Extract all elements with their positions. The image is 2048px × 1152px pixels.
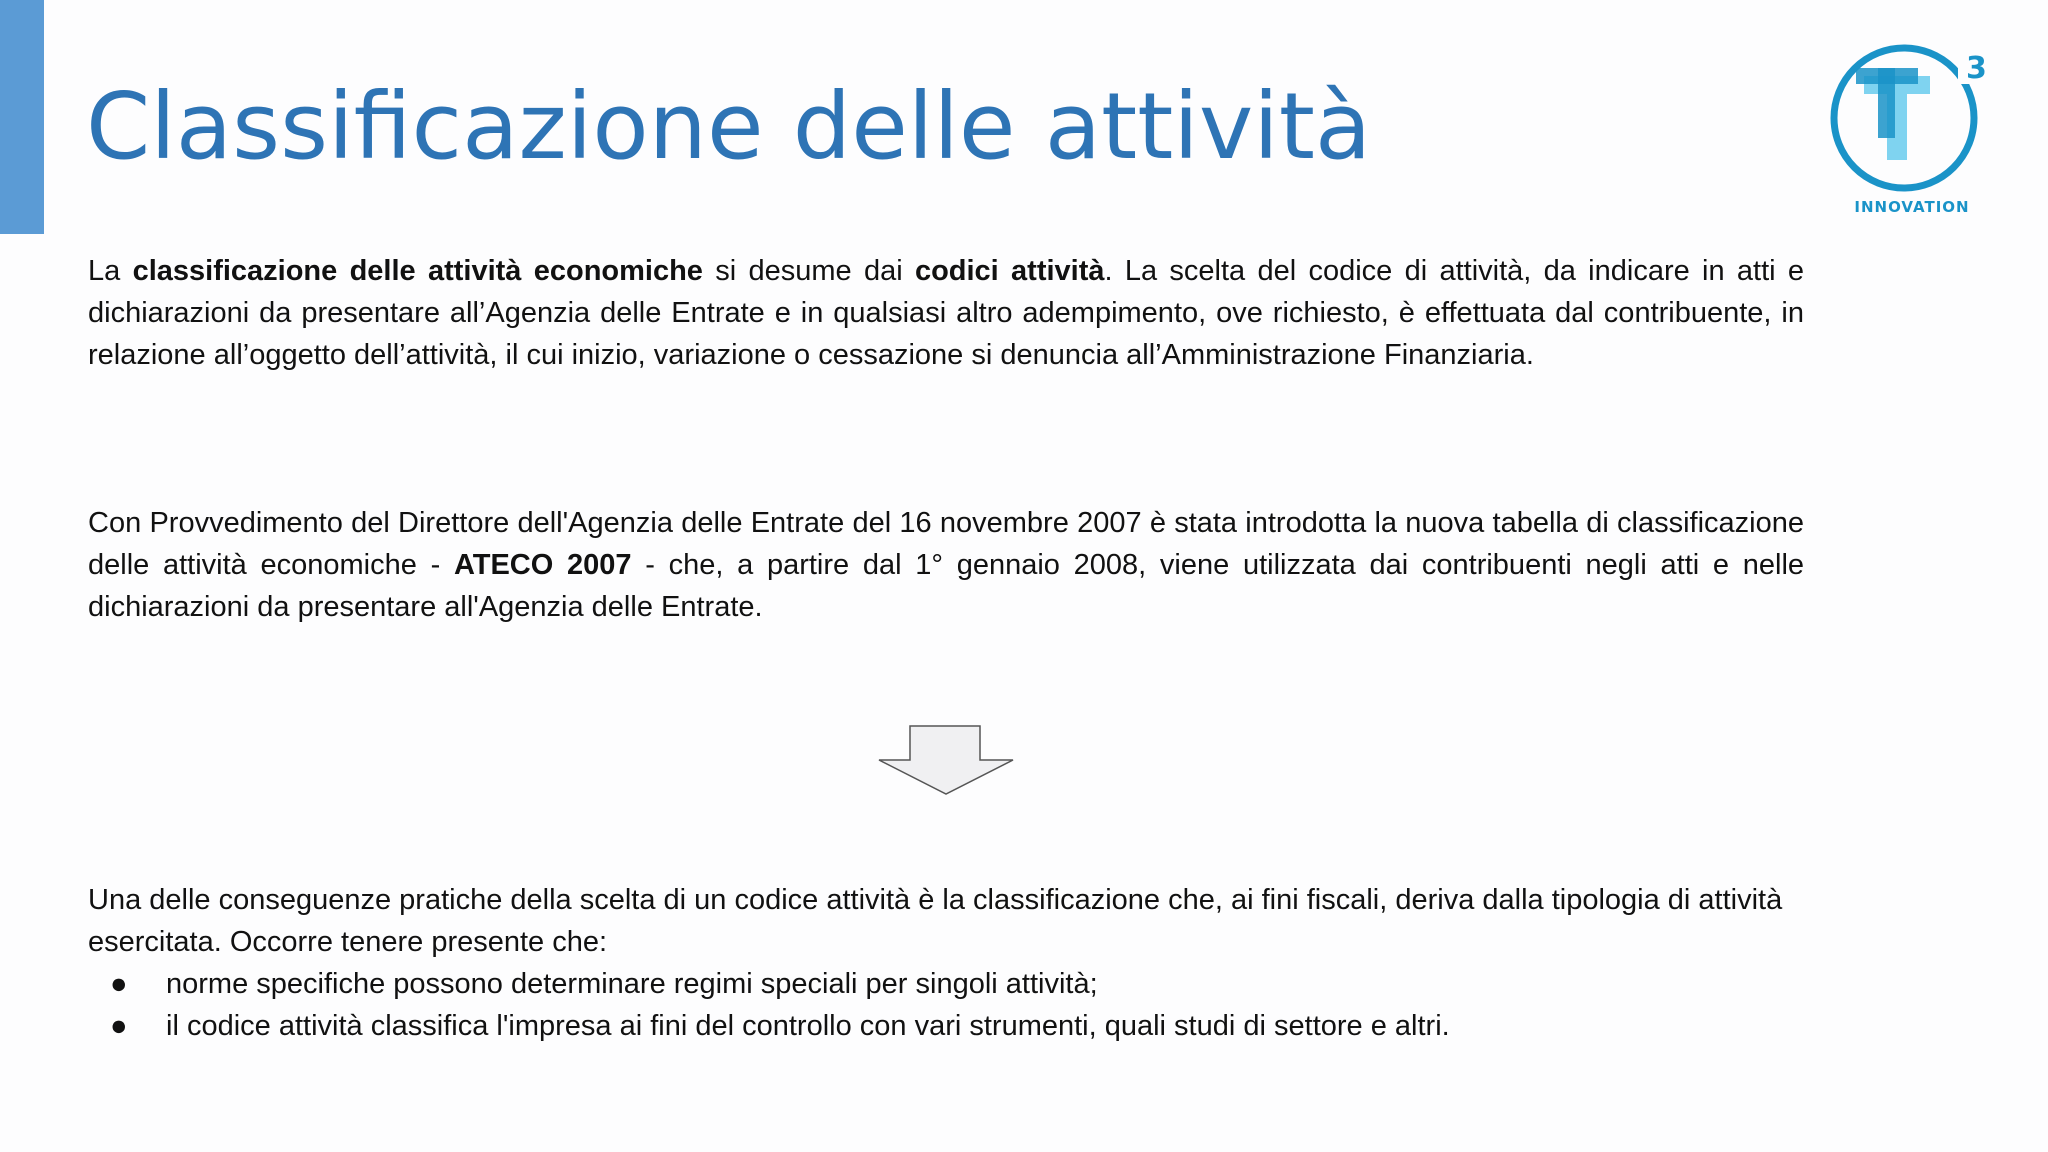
- paragraph1-text-3: . La scelta del codice di attività, da indicare in atti e dichiarazioni da presentare all’Agenzia delle Entrate e in qualsiasi altro adempimento, ove richiesto, è effettuata dal contribuente, in relazione all’oggetto dell’attività, il cui inizio, variazione o cessazione si denuncia all’Amministrazione Finanziaria.: [88, 255, 1805, 371]
- t3-innovation-logo: [1828, 32, 1996, 222]
- bullet-list: [88, 963, 1804, 1047]
- paragraph-classification-codes: [88, 250, 1804, 376]
- paragraph2-bold-1: ATECO 2007: [453, 549, 632, 581]
- paragraph-practical-consequences: Una delle conseguenze pratiche della scelta di un codice attività è la classificazione che, ai fini fiscali, deriva dalla tipologia di attività esercitata. Occorre tenere presente che:: [88, 884, 1783, 958]
- paragraph1-bold-1: classificazione delle attività economiche: [132, 255, 703, 287]
- paragraph1-text-2: si desume dai: [702, 255, 915, 287]
- logo-caption: INNOVATION: [1854, 198, 1970, 216]
- list-item: [88, 1005, 1804, 1047]
- bullet-marker: ●: [110, 1010, 128, 1042]
- bullet-text: il codice attività classifica l'impresa ai fini del controllo con vari strumenti, quali studi di settore e altri.: [166, 1010, 1450, 1042]
- paragraph2-text-1: Con Provvedimento del Direttore dell'Agenzia delle Entrate del 16 novembre 2007 è stata introdotta la nuova tabella di classificazione delle attività economiche -: [88, 507, 1804, 581]
- paragraph1-text-1: La: [88, 255, 133, 287]
- list-item: [88, 963, 1804, 1005]
- paragraph2-text-2: - che, a partire dal 1° gennaio 2008, viene utilizzata dai contribuenti negli atti e nelle dichiarazioni da presentare all'Agenzia delle Entrate.: [88, 549, 1805, 623]
- down-arrow-icon: [876, 724, 1016, 796]
- slide-title: Classificazione delle attività: [86, 73, 1372, 180]
- logo-superscript: 3: [1966, 51, 1987, 86]
- paragraph1-bold-2: codici attività: [914, 255, 1105, 287]
- accent-bar: [0, 0, 44, 234]
- paragraph-ateco-2007: [88, 502, 1804, 628]
- bullet-text: norme specifiche possono determinare regimi speciali per singoli attività;: [166, 968, 1098, 1000]
- bullet-marker: ●: [110, 968, 128, 1000]
